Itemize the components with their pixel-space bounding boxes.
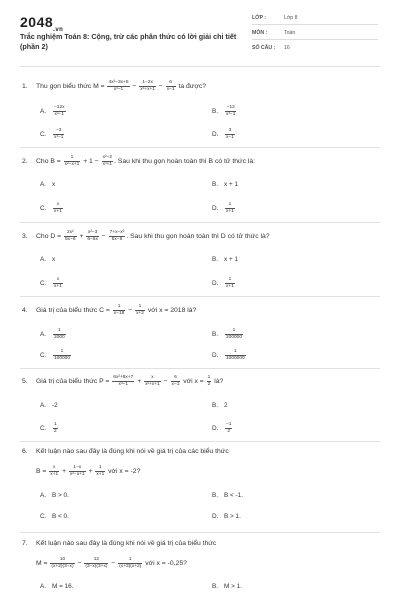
divider [20,222,380,223]
option-a[interactable]: A. B > 0. [40,492,69,499]
question-5: 5. Giá trị của biểu thức P = $\frac{\text{6x²+8x+7}}{\text{x³−1}}$ + $\frac{x}{\text{x²+x+1}}$ − $\frac{6}{x-1}$ với x = $\frac{1}{2}$ là? [22,375,224,387]
question-3: 3. Cho D = $\frac{\text{2x²}}{5x-6}$ + $\frac{\text{x²−3}}{6-5x}$ − $\frac{\text{7+x−x²}}{5x-6}$ . Sau khi thu gọn hoàn toàn thì D có tử thức là? [22,230,270,242]
option-a[interactable]: A. x [40,256,56,263]
option-d[interactable]: D. $\frac{1}{1000000}$ [212,349,245,361]
question-7-intro: 7. Kết luận nào sau đây là đúng khi nói về giá trị của biểu thức [22,540,217,547]
divider [20,147,380,148]
page-title: Trắc nghiệm Toán 8: Cộng, trừ các phân thức có lời giải chi tiết (phần 2) [20,32,237,51]
question-count-value: 16 [284,45,290,51]
question-count-label: SỐ CÂU : [252,45,276,51]
option-a[interactable]: A. -2 [40,402,58,409]
class-value: Lớp 8 [284,15,298,21]
class-label: LỚP : [252,15,267,21]
option-a[interactable]: A. $\frac{-12x}{\text{x³−1}}$ [40,105,65,117]
option-a[interactable]: A. x [40,181,56,188]
divider [20,441,380,442]
option-b[interactable]: B. M > 1. [212,583,242,590]
option-b[interactable]: B. $\frac{-12}{\text{x³−1}}$ [212,105,236,117]
question-1: 1. Thu gọn biểu thức M = $\frac{\text{4x²−3x+5}}{\text{x³−1}}$ − $\frac{1-2x}{\text{x²+x+1}}$ − $\frac{6}{x-1}$ ta được? [22,80,206,92]
option-d[interactable]: D. $\frac{-1}{2}$ [212,422,232,434]
option-b[interactable]: B. 2 [212,402,228,409]
divider [20,368,380,369]
option-c[interactable]: C. $\frac{x}{x+1}$ [40,202,62,214]
option-b[interactable]: B. x + 1 [212,181,239,188]
option-d[interactable]: D. B > 1. [212,513,241,520]
divider [252,24,378,25]
option-d[interactable]: D. $\frac{1}{x+1}$ [212,202,234,214]
option-b[interactable]: B. B < -1. [212,492,244,499]
question-7-expression: M = $\frac{10}{(x+2)(3-x)}$ − $\frac{12}{(3-x)(3+x)}$ − $\frac{1}{(x+3)(x+2)}$ với x = -0,25? [36,557,187,569]
site-logo[interactable]: $2048_{.vn}$ [20,14,64,33]
option-a[interactable]: A. M = 16. [40,583,74,590]
divider [20,532,380,533]
option-b[interactable]: B. x + 1 [212,256,239,263]
subject-value: Toán [284,30,296,36]
option-c[interactable]: C. B < 0. [40,513,69,520]
divider [20,296,380,297]
option-c[interactable]: C. $\frac{x}{x+1}$ [40,277,62,289]
question-6-intro: 6. Kết luận nào sau đây là đúng khi nói về giá trị của các biểu thức [22,448,229,455]
question-4: 4. Giá trị của biểu thức C = $\frac{1}{x-18}$ − $\frac{1}{x+2}$ với x = 2018 là? [22,304,197,316]
divider [252,39,378,40]
option-c[interactable]: C. $\frac{1}{2}$ [40,422,57,434]
option-b[interactable]: B. $\frac{1}{200000}$ [212,328,243,340]
header [0,0,400,64]
question-6-expression: B = $\frac{x}{x+1}$ + $\frac{1-x}{\text{x²−x+1}}$ + $\frac{1}{x+1}$ với x = -2? [36,465,141,477]
option-d[interactable]: D. $\frac{3}{x-1}$ [212,128,234,140]
question-2: 2. Cho B = $\frac{1}{\text{x²−x+1}}$ + 1 − $\frac{\text{x²−2}}{\text{x³+1}}$ . Sau khi thu gọn hoàn toàn thì B có tử thức là: [22,155,256,167]
option-d[interactable]: D. $\frac{1}{x+1}$ [212,277,234,289]
divider [20,66,380,67]
subject-label: MÔN : [252,30,268,36]
option-c[interactable]: C. $\frac{1}{100000}$ [40,349,71,361]
option-a[interactable]: A. $\frac{1}{2000}$ [40,328,65,340]
option-c[interactable]: C. $\frac{-3}{\text{x³−1}}$ [40,128,64,140]
